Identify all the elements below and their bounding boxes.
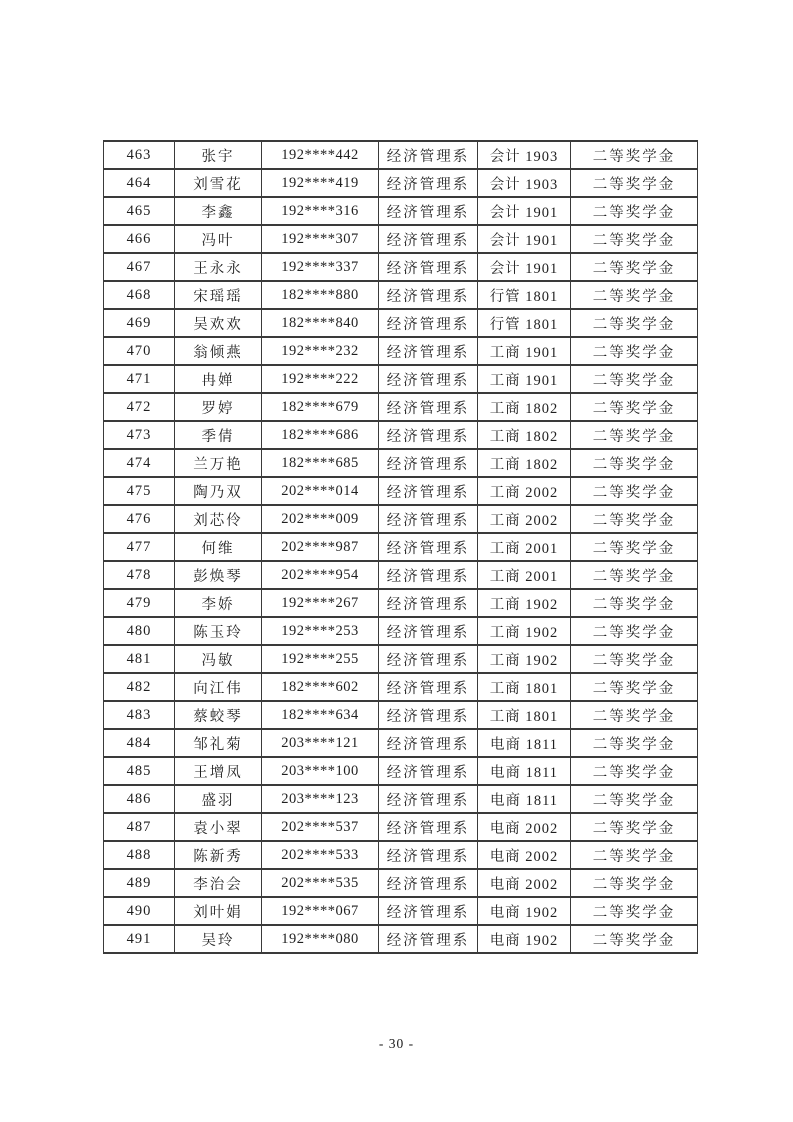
table-row [104, 673, 698, 701]
cell-award: 二等奖学金 [571, 757, 698, 785]
table-row [104, 869, 698, 897]
cell-class: 工商 2001 [478, 561, 571, 589]
cell-student-id: 182****686 [262, 421, 379, 449]
cell-award: 二等奖学金 [571, 365, 698, 393]
cell-student-name: 邹礼菊 [175, 729, 262, 757]
cell-student-name: 王增凤 [175, 757, 262, 785]
table-row [104, 561, 698, 589]
cell-student-name: 吴欢欢 [175, 309, 262, 337]
cell-department: 经济管理系 [379, 729, 478, 757]
cell-student-name: 袁小翠 [175, 813, 262, 841]
cell-row-number: 469 [104, 309, 175, 337]
cell-award: 二等奖学金 [571, 477, 698, 505]
table-row [104, 925, 698, 953]
cell-student-id: 202****009 [262, 505, 379, 533]
cell-row-number: 477 [104, 533, 175, 561]
cell-award: 二等奖学金 [571, 925, 698, 953]
cell-class: 会计 1901 [478, 197, 571, 225]
cell-student-id: 202****987 [262, 533, 379, 561]
cell-student-id: 202****535 [262, 869, 379, 897]
table-row [104, 785, 698, 813]
cell-row-number: 490 [104, 897, 175, 925]
cell-student-id: 192****222 [262, 365, 379, 393]
cell-award: 二等奖学金 [571, 393, 698, 421]
cell-student-id: 192****267 [262, 589, 379, 617]
cell-award: 二等奖学金 [571, 253, 698, 281]
table-row [104, 701, 698, 729]
cell-department: 经济管理系 [379, 925, 478, 953]
cell-student-id: 192****253 [262, 617, 379, 645]
cell-row-number: 485 [104, 757, 175, 785]
cell-department: 经济管理系 [379, 281, 478, 309]
cell-row-number: 484 [104, 729, 175, 757]
cell-class: 工商 2001 [478, 533, 571, 561]
cell-department: 经济管理系 [379, 701, 478, 729]
cell-student-id: 192****419 [262, 169, 379, 197]
cell-row-number: 476 [104, 505, 175, 533]
cell-award: 二等奖学金 [571, 169, 698, 197]
cell-student-id: 182****634 [262, 701, 379, 729]
cell-row-number: 475 [104, 477, 175, 505]
cell-student-id: 182****679 [262, 393, 379, 421]
cell-award: 二等奖学金 [571, 841, 698, 869]
cell-student-name: 宋瑶瑶 [175, 281, 262, 309]
cell-student-name: 吴玲 [175, 925, 262, 953]
cell-row-number: 486 [104, 785, 175, 813]
table-row [104, 309, 698, 337]
cell-student-name: 陈新秀 [175, 841, 262, 869]
cell-class: 工商 1802 [478, 421, 571, 449]
cell-student-name: 王永永 [175, 253, 262, 281]
cell-row-number: 483 [104, 701, 175, 729]
cell-department: 经济管理系 [379, 561, 478, 589]
cell-class: 工商 1902 [478, 645, 571, 673]
cell-department: 经济管理系 [379, 225, 478, 253]
cell-student-name: 刘雪花 [175, 169, 262, 197]
cell-department: 经济管理系 [379, 589, 478, 617]
cell-award: 二等奖学金 [571, 813, 698, 841]
table-row [104, 421, 698, 449]
cell-award: 二等奖学金 [571, 645, 698, 673]
cell-row-number: 468 [104, 281, 175, 309]
cell-department: 经济管理系 [379, 365, 478, 393]
table-row [104, 449, 698, 477]
cell-row-number: 482 [104, 673, 175, 701]
cell-department: 经济管理系 [379, 841, 478, 869]
table-row [104, 897, 698, 925]
cell-row-number: 489 [104, 869, 175, 897]
cell-row-number: 466 [104, 225, 175, 253]
cell-class: 会计 1903 [478, 141, 571, 169]
cell-department: 经济管理系 [379, 757, 478, 785]
cell-award: 二等奖学金 [571, 701, 698, 729]
cell-row-number: 481 [104, 645, 175, 673]
cell-student-id: 182****880 [262, 281, 379, 309]
cell-award: 二等奖学金 [571, 141, 698, 169]
cell-student-name: 冉婵 [175, 365, 262, 393]
cell-award: 二等奖学金 [571, 533, 698, 561]
cell-row-number: 463 [104, 141, 175, 169]
cell-student-name: 陶乃双 [175, 477, 262, 505]
cell-award: 二等奖学金 [571, 561, 698, 589]
cell-row-number: 487 [104, 813, 175, 841]
cell-department: 经济管理系 [379, 477, 478, 505]
table-row [104, 337, 698, 365]
cell-student-id: 203****121 [262, 729, 379, 757]
cell-department: 经济管理系 [379, 673, 478, 701]
cell-class: 工商 1901 [478, 337, 571, 365]
cell-student-id: 192****067 [262, 897, 379, 925]
table-row [104, 729, 698, 757]
cell-row-number: 470 [104, 337, 175, 365]
cell-student-id: 203****123 [262, 785, 379, 813]
table-row [104, 505, 698, 533]
cell-department: 经济管理系 [379, 813, 478, 841]
cell-student-id: 202****533 [262, 841, 379, 869]
cell-row-number: 464 [104, 169, 175, 197]
cell-department: 经济管理系 [379, 253, 478, 281]
cell-class: 工商 1801 [478, 673, 571, 701]
table-row [104, 645, 698, 673]
table-row [104, 757, 698, 785]
cell-award: 二等奖学金 [571, 897, 698, 925]
table-row [104, 141, 698, 169]
table-row [104, 169, 698, 197]
cell-award: 二等奖学金 [571, 785, 698, 813]
cell-award: 二等奖学金 [571, 729, 698, 757]
cell-student-name: 张宇 [175, 141, 262, 169]
cell-class: 行管 1801 [478, 281, 571, 309]
cell-student-name: 彭焕琴 [175, 561, 262, 589]
cell-class: 电商 1902 [478, 925, 571, 953]
cell-award: 二等奖学金 [571, 421, 698, 449]
cell-class: 电商 1811 [478, 729, 571, 757]
table-row [104, 253, 698, 281]
cell-row-number: 472 [104, 393, 175, 421]
cell-student-id: 182****840 [262, 309, 379, 337]
cell-student-id: 202****537 [262, 813, 379, 841]
cell-student-id: 192****080 [262, 925, 379, 953]
table-row [104, 477, 698, 505]
cell-class: 电商 1811 [478, 757, 571, 785]
cell-department: 经济管理系 [379, 617, 478, 645]
cell-class: 电商 2002 [478, 813, 571, 841]
cell-class: 工商 1802 [478, 449, 571, 477]
table-row [104, 365, 698, 393]
cell-student-name: 翁倾燕 [175, 337, 262, 365]
cell-student-name: 李娇 [175, 589, 262, 617]
cell-award: 二等奖学金 [571, 869, 698, 897]
cell-class: 工商 2002 [478, 505, 571, 533]
cell-student-name: 季倩 [175, 421, 262, 449]
cell-department: 经济管理系 [379, 393, 478, 421]
cell-row-number: 474 [104, 449, 175, 477]
cell-department: 经济管理系 [379, 505, 478, 533]
cell-student-name: 兰万艳 [175, 449, 262, 477]
cell-class: 工商 1902 [478, 589, 571, 617]
cell-row-number: 473 [104, 421, 175, 449]
cell-department: 经济管理系 [379, 421, 478, 449]
cell-award: 二等奖学金 [571, 505, 698, 533]
cell-class: 电商 1902 [478, 897, 571, 925]
cell-class: 会计 1903 [478, 169, 571, 197]
cell-class: 工商 1902 [478, 617, 571, 645]
cell-row-number: 480 [104, 617, 175, 645]
cell-student-name: 李鑫 [175, 197, 262, 225]
cell-row-number: 491 [104, 925, 175, 953]
cell-class: 工商 1801 [478, 701, 571, 729]
table-row [104, 813, 698, 841]
table-row [104, 197, 698, 225]
cell-department: 经济管理系 [379, 869, 478, 897]
cell-row-number: 471 [104, 365, 175, 393]
cell-student-id: 202****014 [262, 477, 379, 505]
cell-row-number: 465 [104, 197, 175, 225]
cell-class: 工商 1802 [478, 393, 571, 421]
cell-student-name: 向江伟 [175, 673, 262, 701]
cell-class: 会计 1901 [478, 225, 571, 253]
cell-student-id: 182****602 [262, 673, 379, 701]
cell-row-number: 488 [104, 841, 175, 869]
cell-class: 工商 1901 [478, 365, 571, 393]
cell-award: 二等奖学金 [571, 309, 698, 337]
cell-award: 二等奖学金 [571, 617, 698, 645]
table-row [104, 589, 698, 617]
cell-class: 电商 1811 [478, 785, 571, 813]
cell-student-name: 冯叶 [175, 225, 262, 253]
cell-award: 二等奖学金 [571, 281, 698, 309]
cell-class: 会计 1901 [478, 253, 571, 281]
cell-class: 行管 1801 [478, 309, 571, 337]
cell-student-id: 192****255 [262, 645, 379, 673]
cell-student-id: 192****337 [262, 253, 379, 281]
cell-student-name: 罗婷 [175, 393, 262, 421]
cell-class: 工商 2002 [478, 477, 571, 505]
cell-department: 经济管理系 [379, 533, 478, 561]
page-number: - 30 - [378, 1036, 415, 1051]
cell-award: 二等奖学金 [571, 225, 698, 253]
cell-student-id: 203****100 [262, 757, 379, 785]
table-row [104, 533, 698, 561]
table-row [104, 841, 698, 869]
cell-student-name: 李治会 [175, 869, 262, 897]
page-footer [0, 1036, 793, 1052]
cell-department: 经济管理系 [379, 645, 478, 673]
cell-department: 经济管理系 [379, 449, 478, 477]
cell-student-name: 盛羽 [175, 785, 262, 813]
table-row [104, 617, 698, 645]
table-row [104, 225, 698, 253]
cell-department: 经济管理系 [379, 785, 478, 813]
scholarship-table [103, 140, 698, 954]
cell-student-id: 182****685 [262, 449, 379, 477]
cell-student-id: 202****954 [262, 561, 379, 589]
cell-award: 二等奖学金 [571, 449, 698, 477]
cell-department: 经济管理系 [379, 141, 478, 169]
cell-student-name: 何维 [175, 533, 262, 561]
cell-department: 经济管理系 [379, 337, 478, 365]
cell-row-number: 467 [104, 253, 175, 281]
cell-award: 二等奖学金 [571, 673, 698, 701]
table-row [104, 281, 698, 309]
cell-department: 经济管理系 [379, 197, 478, 225]
cell-department: 经济管理系 [379, 169, 478, 197]
cell-student-id: 192****316 [262, 197, 379, 225]
cell-row-number: 478 [104, 561, 175, 589]
scholarship-table-body [104, 141, 698, 953]
cell-student-name: 冯敏 [175, 645, 262, 673]
cell-award: 二等奖学金 [571, 337, 698, 365]
table-row [104, 393, 698, 421]
cell-student-id: 192****232 [262, 337, 379, 365]
cell-student-id: 192****307 [262, 225, 379, 253]
cell-department: 经济管理系 [379, 897, 478, 925]
cell-award: 二等奖学金 [571, 197, 698, 225]
cell-department: 经济管理系 [379, 309, 478, 337]
cell-row-number: 479 [104, 589, 175, 617]
cell-class: 电商 2002 [478, 869, 571, 897]
cell-student-name: 陈玉玲 [175, 617, 262, 645]
cell-student-id: 192****442 [262, 141, 379, 169]
cell-student-name: 刘芯伶 [175, 505, 262, 533]
cell-student-name: 刘叶娟 [175, 897, 262, 925]
cell-award: 二等奖学金 [571, 589, 698, 617]
cell-class: 电商 2002 [478, 841, 571, 869]
cell-student-name: 蔡蛟琴 [175, 701, 262, 729]
